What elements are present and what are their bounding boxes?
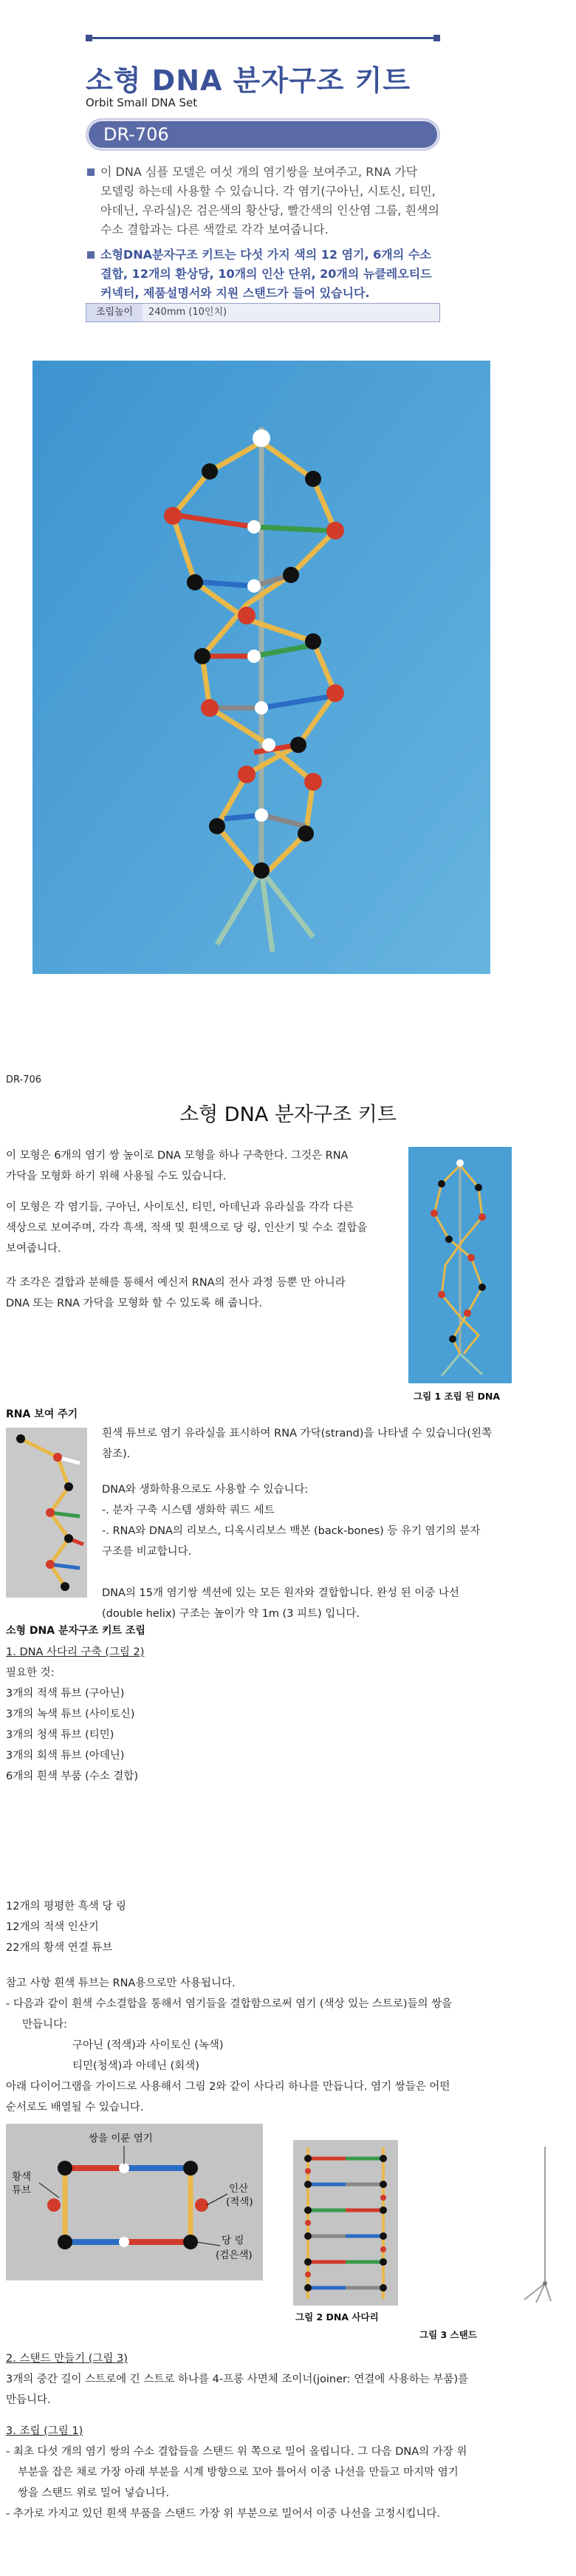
sugar-label-1: 당 링 bbox=[222, 2235, 244, 2246]
assembled-dna-photo bbox=[408, 1147, 512, 1383]
sugar-label-2: (검은색) bbox=[216, 2249, 253, 2261]
paragraph-modeling: 각 조각은 결합과 분해를 통해서 예신저 RNA의 전사 과정 등뿐 만 아니라 DNA 또는 RNA 가닥을 모형화 할 수 있도록 해 줍니다. bbox=[6, 1277, 346, 1309]
figure-3-caption: 그림 3 스탠드 bbox=[419, 2329, 477, 2340]
doc-title: 소형 DNA 분자구조 키트 bbox=[179, 1103, 397, 1126]
tube-label-1: 황색 bbox=[12, 2171, 32, 2183]
section-stand-heading: 2. 스탠드 만들기 (그림 3) bbox=[6, 2353, 128, 2365]
assembly-note: 참고 사항 흰색 튜브는 RNA용으로만 사용됩니다. - 다음과 같이 흰색 수소결합을 통해서 염기들을 결합함으로써 염기 (색상 있는 스트로)들의 쌍을 만듭니다: 구아닌 (적색)과 사이토신 (녹색) 티민(청색)과 아데닌 (회색) 아래 다이어그램을 가이드로 사용해서 그림 2와 같이 사다리 하나를 만듭니다. 염기 쌍들은 어떤 순서로도 배열될 수 있습니다. bbox=[6, 1977, 453, 2113]
stand-photo bbox=[518, 2143, 552, 2306]
spec-value: 240mm (10인치) bbox=[143, 304, 439, 321]
paragraph-rna: 흰색 튜브로 염기 유라실을 표시하여 RNA 가닥(strand)을 나타낼 수 있습니다(왼쪽 참조). bbox=[102, 1428, 492, 1460]
paragraph-helix: DNA의 15개 염기쌍 섹션에 있는 모든 원자와 결합합니다. 완성 된 이중 나선 (double helix) 구조는 높이가 약 1m (3 피트) 입니다. bbox=[102, 1587, 459, 1620]
assembly-section-title: 소형 DNA 분자구조 키트 조립 bbox=[6, 1625, 145, 1637]
section-stand-body: 3개의 중간 길이 스트로에 긴 스트로 하나를 4-프롱 사면체 조이너(joiner: 연결에 사용하는 부품)를 만듭니다. bbox=[6, 2374, 469, 2406]
doc-model-code: DR-706 bbox=[6, 1074, 42, 1086]
parts-list-backbone: 12개의 평평한 흑색 당 링 12개의 적색 인산기 22개의 황색 연결 튜브 bbox=[6, 1901, 126, 1954]
bullet-icon bbox=[87, 251, 95, 259]
parts-list-ladder: 1. DNA 사다리 구축 (그림 2) 필요한 것: 3개의 적색 튜브 (구아닌) 3개의 녹색 튜브 (사이토신) 3개의 청색 튜브 (티민) 3개의 회색 튜브 (아데닌) 6개의 흰색 부품 (수소 결합) bbox=[6, 1646, 145, 1782]
paragraph-biochem: DNA와 생화학용으로도 사용할 수 있습니다: -. 분자 구축 시스템 생화학 쿼드 세트 -. RNA와 DNA의 리보스, 디옥시리보스 백본 (back-bones) 등 유기 염기의 분자 구조를 비교합니다. bbox=[102, 1484, 481, 1558]
phosphate-label-2: (적색) bbox=[226, 2196, 253, 2208]
contents-paragraph: 소형DNA분자구조 키트는 다섯 가지 색의 12 염기, 6개의 수소 결합, 12개의 환상당, 10개의 인산 단위, 20개의 뉴클레오티드 커넥터, 제품설명서와 지원 스탠드가 들어 있습니다. bbox=[100, 248, 432, 300]
model-code: DR-706 bbox=[103, 124, 169, 145]
phosphate-label-1: 인산 bbox=[229, 2183, 249, 2195]
figure-1-caption: 그림 1 조립 된 DNA bbox=[414, 1391, 500, 1402]
bullet-icon bbox=[87, 168, 95, 176]
base-pair-diagram-photo bbox=[6, 2124, 263, 2280]
header-rule bbox=[86, 37, 440, 39]
paragraph-intro: 이 모형은 6개의 염기 쌍 높이로 DNA 모형을 하나 구축한다. 그것은 RNA 가닥을 모형화 하기 위해 사용될 수도 있습니다. bbox=[6, 1150, 349, 1182]
section-assembly-body: - 최초 다섯 개의 염기 쌍의 수소 결합들을 스탠드 위 쪽으로 밀어 올립니다. 그 다음 DNA의 가장 위 부분을 잡은 채로 가장 아래 부분을 시계 방향으로 꼬아 틀어서 이중 나선을 만들고 마지막 염기 쌍을 스탠드 위로 밀어 넣습니다. - 추가로 가지고 있던 흰색 부품을 스탠드 가장 위 부분으로 밀어서 이중 나선을 고정시킵니다. bbox=[6, 2446, 467, 2520]
spec-label: 조립높이 bbox=[86, 304, 143, 321]
dna-ladder-photo bbox=[293, 2140, 398, 2306]
tube-label-2: 튜브 bbox=[12, 2184, 32, 2196]
section-assembly-heading: 3. 조립 (그림 1) bbox=[6, 2425, 83, 2437]
rna-strand-photo bbox=[6, 1428, 87, 1598]
paragraph-colors: 이 모형은 각 염기들, 구아닌, 사이토신, 티민, 아데닌과 유라실을 각각 다른 색상으로 보여주며, 각각 흑색, 적색 및 흰색으로 당 링, 인산기 및 수소 결합을 보여줍니다. bbox=[6, 1202, 368, 1255]
figure-2-caption: 그림 2 DNA 사다리 bbox=[295, 2311, 379, 2323]
rna-section-title: RNA 보여 주기 bbox=[6, 1408, 78, 1420]
product-title: 소형 DNA 분자구조 키트 bbox=[86, 64, 411, 97]
intro-paragraph: 이 DNA 심플 모델은 여섯 개의 염기쌍을 보여주고, RNA 가닥 모델링 하는데 사용할 수 있습니다. 각 염기(구아닌, 시토신, 티민, 아데닌, 우라실)은 검은색의 황산당, 빨간색의 인산염 그룹, 흰색의 수소 결합과는 다른 색깔로 각각 보여줍니다. bbox=[100, 165, 439, 236]
product-subtitle: Orbit Small DNA Set bbox=[86, 96, 198, 109]
spec-table-row bbox=[86, 303, 440, 322]
pair-label: 쌍을 이룬 염기 bbox=[89, 2133, 153, 2144]
dna-model-photo bbox=[32, 361, 490, 974]
